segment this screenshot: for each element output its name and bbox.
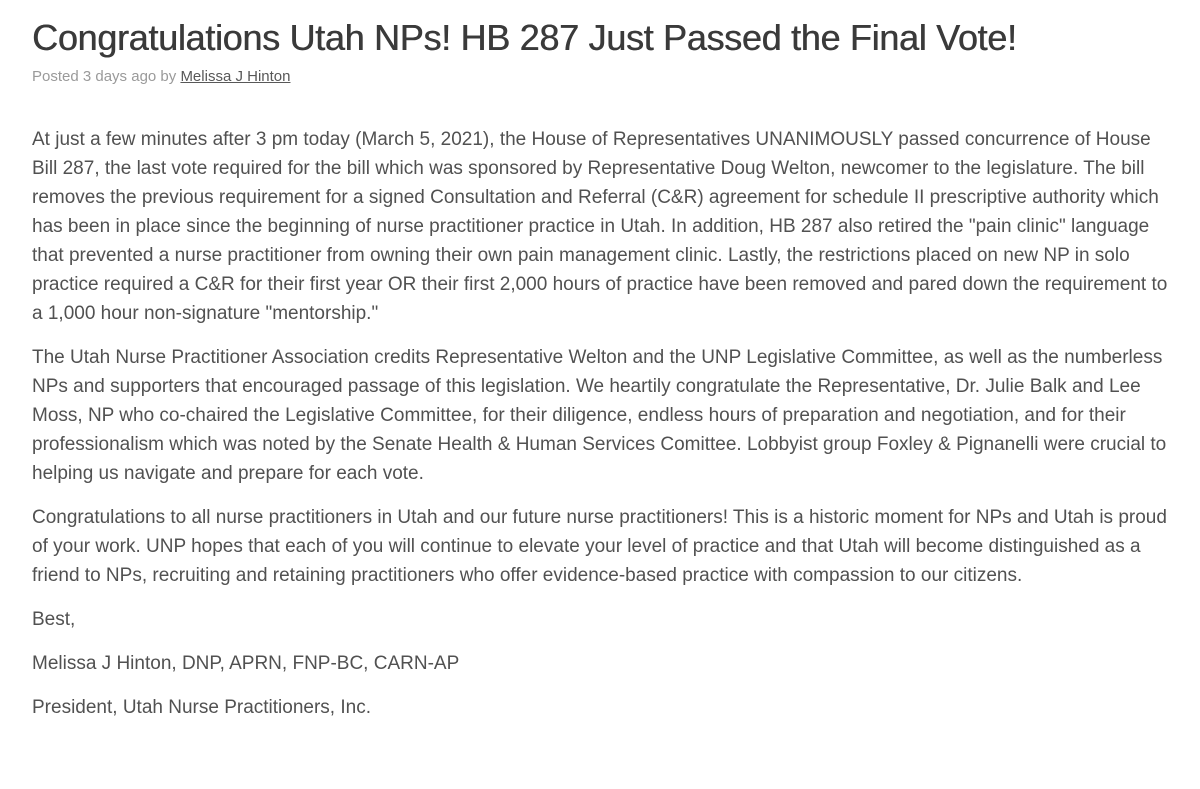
byline [32,67,1168,87]
paragraph-3: Congratulations to all nurse practitioners in Utah and our future nurse practitioners! This is a historic moment for NPs and Utah is proud of your work. UNP hopes that each of you will continue to elevate your level of practice and that Utah will become distinguished as a friend to NPs, recruiting and retaining practitioners who offer evidence-based practice with compassion to our citizens. [32,507,1167,586]
signature-role: President, Utah Nurse Practitioners, Inc. [32,697,371,718]
posted-meta: Posted 3 days ago by [32,68,177,85]
post-header [32,16,1168,87]
paragraph-2: The Utah Nurse Practitioner Association credits Representative Welton and the UNP Legislative Committee, as well as the numberless NPs and supporters that encouraged passage of this legislation. We heartily congratulate the Representative, Dr. Julie Balk and Lee Moss, NP who co-chaired the Legislative Committee, for their diligence, endless hours of preparation and negotiation, and for their professionalism which was noted by the Senate Health & Human Services Comittee. Lobbyist group Foxley & Pignanelli were crucial to helping us navigate and prepare for each vote. [32,347,1167,484]
signature-name: Melissa J Hinton, DNP, APRN, FNP-BC, CARN-AP [32,653,460,674]
post-body [32,125,1168,722]
signature-closing: Best, [32,609,76,630]
page-title: Congratulations Utah NPs! HB 287 Just Passed the Final Vote! [32,17,1017,58]
paragraph-1: At just a few minutes after 3 pm today (March 5, 2021), the House of Representatives UNANIMOUSLY passed concurrence of House Bill 287, the last vote required for the bill which was sponsored by Representative Doug Welton, newcomer to the legislature. The bill removes the previous requirement for a signed Consultation and Referral (C&R) agreement for schedule II prescriptive authority which has been in place since the beginning of nurse practitioner practice in Utah. In addition, HB 287 also retired the "pain clinic" language that prevented a nurse practitioner from owning their own pain management clinic. Lastly, the restrictions placed on new NP in solo practice required a C&R for their first year OR their first 2,000 hours of practice have been removed and pared down the requirement to a 1,000 hour non-signature "mentorship." [32,129,1168,324]
author-link[interactable]: Melissa J Hinton [180,68,291,85]
